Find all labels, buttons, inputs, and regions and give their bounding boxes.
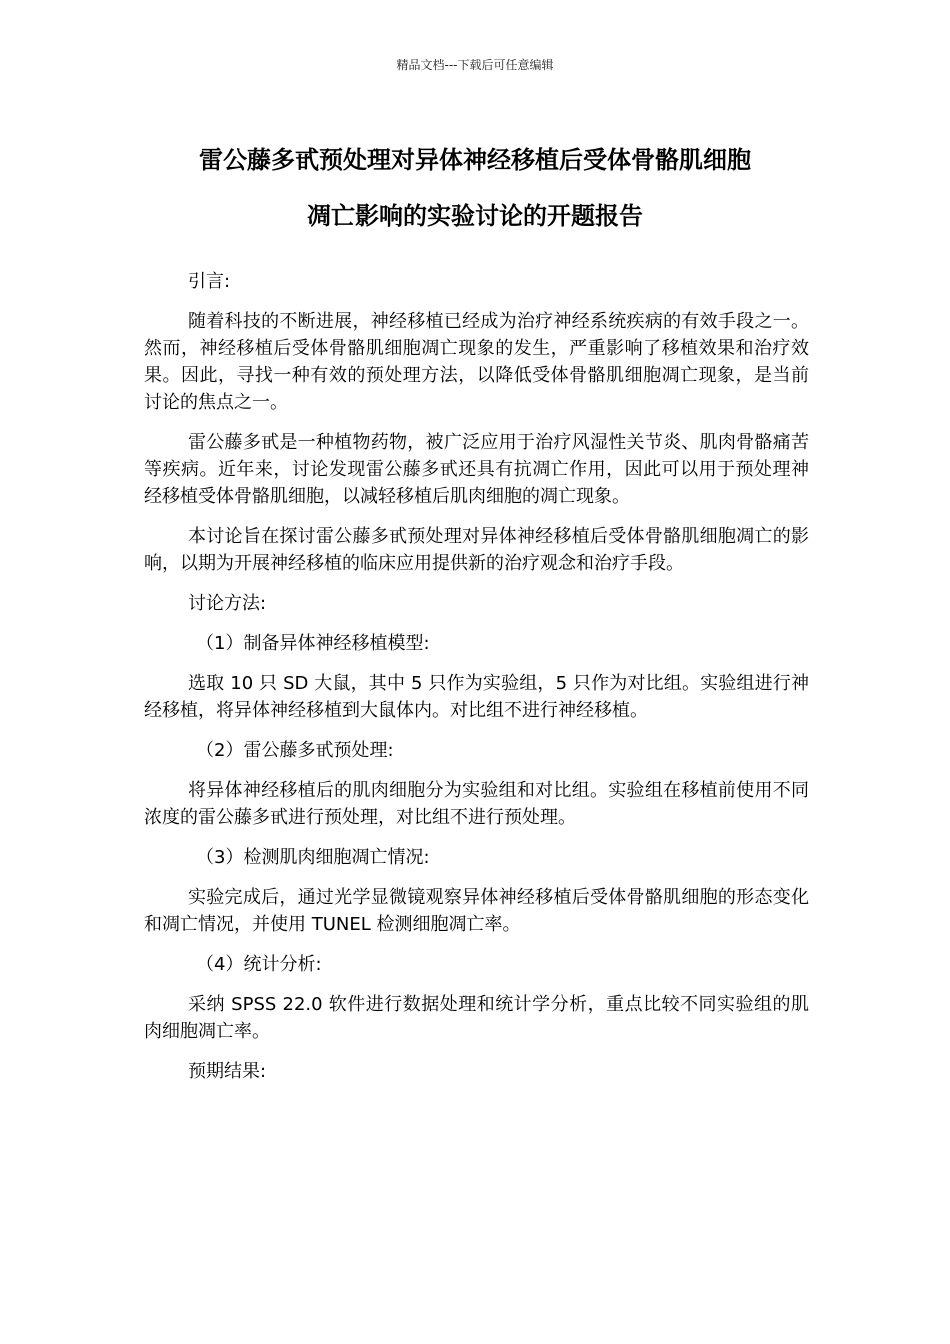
intro-paragraph-3: 本讨论旨在探讨雷公藤多甙预处理对异体神经移植后受体骨骼肌细胞凋亡的影响，以期为开展神经移植的临床应用提供新的治疗观念和治疗手段。 — [144, 526, 809, 574]
document-title — [120, 132, 830, 244]
step-1-heading: （1）制备异体神经移植模型: — [196, 633, 430, 654]
step-2-text: 将异体神经移植后的肌肉细胞分为实验组和对比组。实验组在移植前使用不同浓度的雷公藤多甙进行预处理，对比组不进行预处理。 — [144, 780, 809, 828]
step-3-heading: （3）检测肌肉细胞凋亡情况: — [196, 847, 430, 868]
step-2-heading: （2）雷公藤多甙预处理: — [196, 740, 394, 761]
page-header: 精品文档---下载后可任意编辑 — [396, 58, 554, 72]
intro-heading: 引言: — [188, 271, 231, 292]
step-4-heading: （4）统计分析: — [196, 954, 322, 975]
methods-heading: 讨论方法: — [188, 593, 267, 614]
document-body — [144, 268, 809, 1098]
results-heading: 预期结果: — [188, 1061, 267, 1082]
step-3-text: 实验完成后，通过光学显微镜观察异体神经移植后受体骨骼肌细胞的形态变化和凋亡情况，并使用 TUNEL 检测细胞凋亡率。 — [144, 887, 809, 935]
intro-paragraph-2: 雷公藤多甙是一种植物药物，被广泛应用于治疗风湿性关节炎、肌肉骨骼痛苦等疾病。近年来，讨论发现雷公藤多甙还具有抗凋亡作用，因此可以用于预处理神经移植受体骨骼肌细胞，以减轻移植后肌肉细胞的凋亡现象。 — [144, 432, 809, 507]
step-1-text: 选取 10 只 SD 大鼠，其中 5 只作为实验组，5 只作为对比组。实验组进行神经移植，将异体神经移植到大鼠体内。对比组不进行神经移植。 — [144, 673, 809, 721]
title-line-2: 凋亡影响的实验讨论的开题报告 — [307, 202, 643, 230]
intro-paragraph-1: 随着科技的不断进展，神经移植已经成为治疗神经系统疾病的有效手段之一。然而，神经移植后受体骨骼肌细胞凋亡现象的发生，严重影响了移植效果和治疗效果。因此，寻找一种有效的预处理方法，以降低受体骨骼肌细胞凋亡现象，是当前讨论的焦点之一。 — [144, 311, 809, 413]
title-line-1: 雷公藤多甙预处理对异体神经移植后受体骨骼肌细胞 — [199, 146, 751, 174]
step-4-text: 采纳 SPSS 22.0 软件进行数据处理和统计学分析，重点比较不同实验组的肌肉细胞凋亡率。 — [144, 994, 809, 1042]
